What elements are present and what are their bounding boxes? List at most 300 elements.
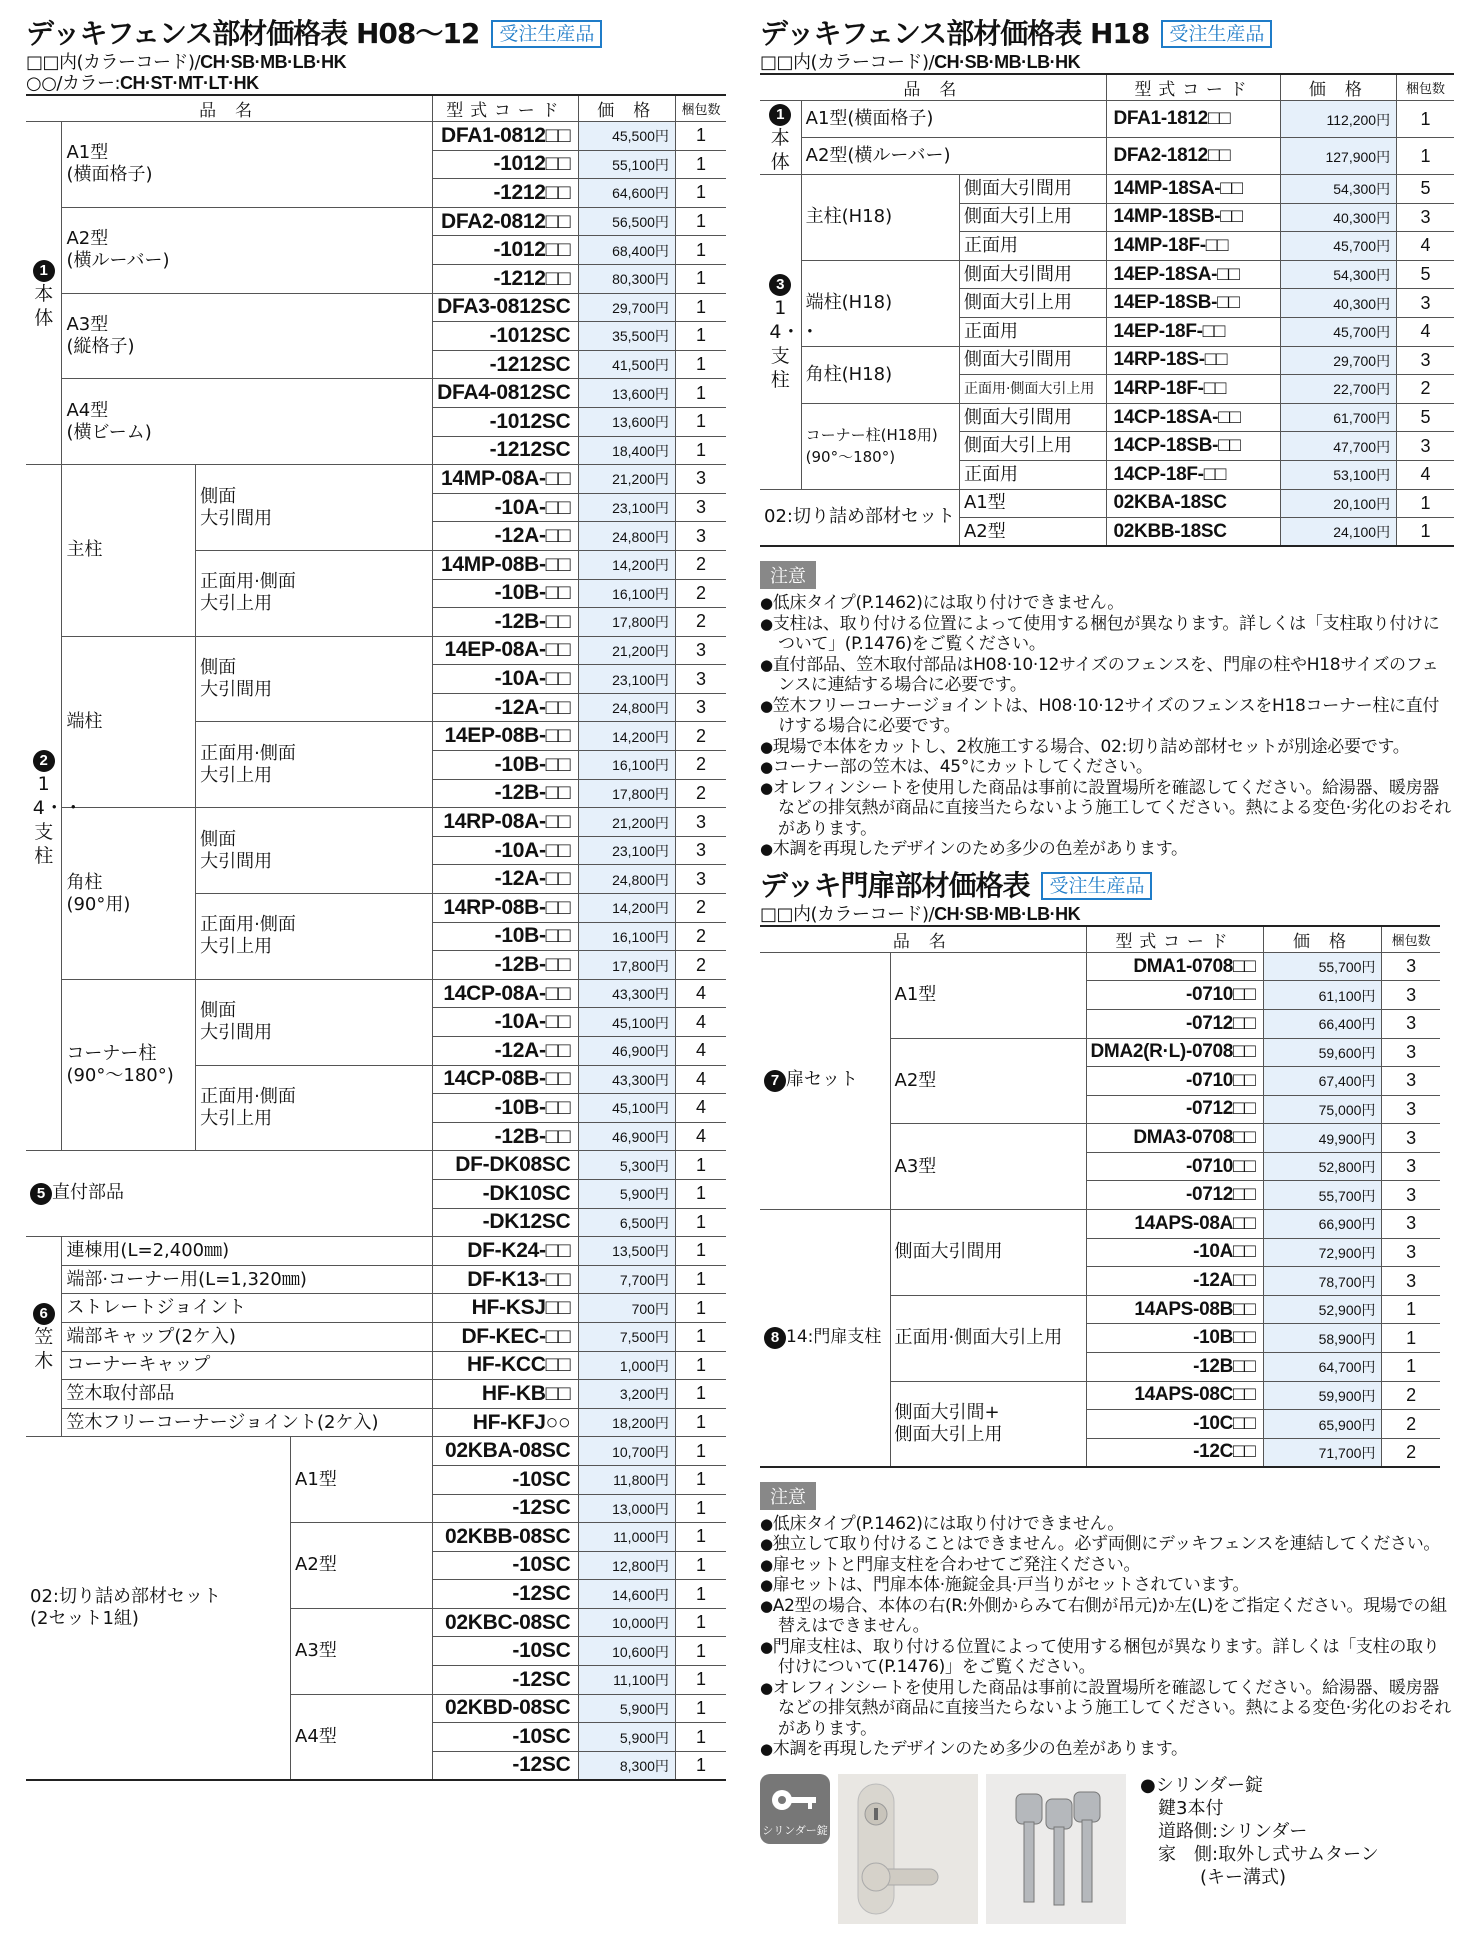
price: 78,700円 xyxy=(1264,1267,1382,1296)
item-name: 正面用·側面 大引上用 xyxy=(196,894,433,980)
price: 55,700円 xyxy=(1264,952,1382,981)
model-code xyxy=(433,1666,579,1695)
price: 71,700円 xyxy=(1264,1438,1382,1467)
price-value: 14,200 xyxy=(612,557,655,574)
price-value: 45,700 xyxy=(1333,238,1377,255)
model-code xyxy=(433,322,579,351)
note-item: ● 木調を再現したデザインのため多少の色差があります。 xyxy=(760,1739,1454,1760)
package-qty-value: 3 xyxy=(1406,984,1417,1005)
price-value: 68,400 xyxy=(612,242,655,259)
package-qty-value: 4 xyxy=(1420,464,1431,485)
model-code-text: 02KBC-08SC xyxy=(445,1610,571,1634)
table-header xyxy=(760,74,1454,101)
model-code xyxy=(433,150,579,179)
model-code-text: -10B-□□ xyxy=(494,1095,571,1119)
model-code-text: -0712□□ xyxy=(1185,1012,1256,1034)
package-qty-value: 1 xyxy=(695,1669,706,1690)
price: 23,100円 xyxy=(579,836,675,865)
price-value: 55,100 xyxy=(612,156,655,173)
model-code xyxy=(433,1265,579,1294)
package-qty-value: 2 xyxy=(1406,1413,1417,1434)
table-row xyxy=(26,293,726,322)
price-value: 112,200 xyxy=(1326,111,1377,128)
section-label: 7 扉セット xyxy=(760,952,890,1209)
package-qty-value: 1 xyxy=(695,1640,706,1661)
package-qty xyxy=(675,1523,726,1552)
package-qty xyxy=(675,1237,726,1266)
package-qty xyxy=(675,1723,726,1752)
model-code xyxy=(433,865,579,894)
model-code-text: DF-DK08SC xyxy=(455,1153,571,1177)
package-qty-value: 5 xyxy=(1420,178,1431,199)
model-code xyxy=(433,1179,579,1208)
package-qty xyxy=(1382,1009,1440,1038)
item-name: 側面大引間用 xyxy=(890,1210,1086,1296)
package-qty xyxy=(675,665,726,694)
item-sub-name-text: 正面用·側面大引上用 xyxy=(963,380,1095,397)
item-sub-name xyxy=(959,432,1107,461)
price-value: 59,900 xyxy=(1318,1387,1362,1404)
section-label: 5 直付部品 xyxy=(26,1151,433,1237)
package-qty xyxy=(1382,1181,1440,1210)
table-row xyxy=(760,101,1454,138)
package-qty-value: 1 xyxy=(1420,108,1431,129)
color-note-1: □□内(カラーコード)/CH·SB·MB·LB·HK xyxy=(26,52,347,73)
package-qty xyxy=(675,1551,726,1580)
model-code xyxy=(433,350,579,379)
price: 72,900円 xyxy=(1264,1238,1382,1267)
price: 17,800円 xyxy=(579,779,675,808)
model-code xyxy=(433,1151,579,1180)
model-code xyxy=(433,894,579,923)
model-code xyxy=(433,808,579,837)
price-value: 13,000 xyxy=(612,1500,655,1517)
package-qty xyxy=(675,979,726,1008)
model-code-text: DF-K13-□□ xyxy=(467,1267,571,1291)
package-qty xyxy=(1382,1381,1440,1410)
price-value: 13,600 xyxy=(612,414,655,431)
note-item: ● 門扉支柱は、取り付ける位置によって使用する梱包が異なります。詳しくは「支柱の取り付けについて(P.1476)」をご覧ください。 xyxy=(760,1637,1454,1678)
item-sub-name xyxy=(959,375,1107,404)
section-number-badge: 5 xyxy=(30,1183,52,1205)
price-value: 10,000 xyxy=(612,1615,655,1632)
table-row xyxy=(26,1294,726,1323)
price: 17,800円 xyxy=(579,608,675,637)
model-code-text: -12SC xyxy=(512,1667,571,1691)
model-code xyxy=(433,1723,579,1752)
price: 45,700円 xyxy=(1281,232,1397,261)
item-sub-name xyxy=(959,518,1107,547)
section-label: 2 14・・支柱 xyxy=(26,465,62,1151)
price: 5,300円 xyxy=(579,1151,675,1180)
table-row xyxy=(760,260,1454,289)
price: 61,100円 xyxy=(1264,981,1382,1010)
model-code-text: -12SC xyxy=(512,1753,571,1777)
section-number-badge: 1 xyxy=(33,260,55,282)
section-number-badge: 3 xyxy=(769,274,791,296)
model-code-text: -10SC xyxy=(512,1467,571,1491)
header-name: 品 名 xyxy=(26,95,433,122)
price-value: 80,300 xyxy=(612,271,655,288)
model-code-text: -12B-□□ xyxy=(494,1124,571,1148)
model-code xyxy=(433,1380,579,1409)
model-code-text: -10SC xyxy=(512,1553,571,1577)
model-code-text: DFA4-0812SC xyxy=(437,381,571,405)
model-code-text: DF-K24-□□ xyxy=(467,1238,571,1262)
price-value: 55,700 xyxy=(1318,959,1362,976)
price: 14,200円 xyxy=(579,722,675,751)
table-row xyxy=(26,979,726,1008)
gate-color-note: □□内(カラーコード)/CH·SB·MB·LB·HK xyxy=(760,903,1081,925)
package-qty-value: 3 xyxy=(695,840,706,861)
package-qty-value: 1 xyxy=(695,153,706,174)
package-qty xyxy=(675,951,726,980)
package-qty-value: 1 xyxy=(695,439,706,460)
price-value: 64,600 xyxy=(612,185,655,202)
package-qty-value: 1 xyxy=(695,1554,706,1575)
item-name: A3型 xyxy=(890,1124,1086,1210)
model-code xyxy=(1086,1124,1264,1153)
model-code-text: -12A-□□ xyxy=(494,867,571,891)
model-code xyxy=(433,579,579,608)
price: 127,900円 xyxy=(1281,138,1397,175)
package-qty xyxy=(1397,403,1454,432)
package-qty xyxy=(675,808,726,837)
model-code-text: DMA3-0708□□ xyxy=(1133,1127,1256,1149)
model-code xyxy=(1086,1238,1264,1267)
item-name: A4型 (横ビーム) xyxy=(62,379,433,465)
package-qty xyxy=(675,436,726,465)
item-name xyxy=(62,1380,433,1409)
table-row xyxy=(760,489,1454,518)
item-name: A4型 xyxy=(291,1694,433,1780)
model-code-text: 14APS-08B□□ xyxy=(1134,1298,1256,1320)
model-code xyxy=(433,1408,579,1437)
model-code xyxy=(433,636,579,665)
section-label: 3 14・・支柱 xyxy=(760,175,801,490)
item-sub-name-text: 正面用 xyxy=(963,234,1018,256)
header-qty: 梱包数 xyxy=(1382,926,1440,953)
price-value: 43,300 xyxy=(612,986,655,1003)
package-qty xyxy=(675,1294,726,1323)
made-to-order-badge: 受注生産品 xyxy=(1041,872,1152,900)
model-code xyxy=(433,1637,579,1666)
model-code xyxy=(433,665,579,694)
model-code-text: -DK10SC xyxy=(482,1181,571,1205)
model-code xyxy=(1107,460,1281,489)
item-name xyxy=(62,1408,433,1437)
price: 16,100円 xyxy=(579,751,675,780)
model-code-text: 02KBA-08SC xyxy=(445,1439,571,1463)
package-qty xyxy=(675,1637,726,1666)
package-qty-value: 1 xyxy=(695,1383,706,1404)
model-code xyxy=(433,1465,579,1494)
table-row xyxy=(26,1322,726,1351)
price-value: 35,500 xyxy=(612,328,655,345)
package-qty xyxy=(1397,101,1454,138)
item-name-text: 笠木フリーコーナージョイント(2ケ入) xyxy=(66,1411,379,1433)
price-value: 58,900 xyxy=(1318,1330,1362,1347)
item-sub-name-text: 正面用 xyxy=(963,463,1018,485)
model-code xyxy=(433,979,579,1008)
model-code-text: -1012□□ xyxy=(493,152,571,176)
model-code xyxy=(1107,375,1281,404)
package-qty-value: 1 xyxy=(695,1326,706,1347)
model-code-text: -10A-□□ xyxy=(494,495,571,519)
package-qty-value: 1 xyxy=(695,1183,706,1204)
price: 13,000円 xyxy=(579,1494,675,1523)
package-qty-value: 2 xyxy=(695,611,706,632)
model-code xyxy=(433,608,579,637)
package-qty-value: 1 xyxy=(695,325,706,346)
price: 46,900円 xyxy=(579,1037,675,1066)
price-value: 11,100 xyxy=(613,1672,655,1689)
model-code xyxy=(433,1694,579,1723)
header-price: 価 格 xyxy=(1264,926,1382,953)
model-code-text: HF-KB□□ xyxy=(481,1381,571,1405)
note-item: ● 扉セットは、門扉本体·施錠金具·戸当りがセットされています。 xyxy=(760,1575,1454,1596)
model-code-text: -12A-□□ xyxy=(494,1038,571,1062)
model-code-text: 14MP-18F-□□ xyxy=(1113,234,1229,256)
note-item: ● オレフィンシートを使用した商品は事前に設置場所を確認してください。給湯器、暖房器などの排気熱が商品に直接当たらないよう施工してください。熱による変色·劣化のおそれがあります。 xyxy=(760,778,1454,840)
package-qty xyxy=(675,379,726,408)
package-qty-value: 3 xyxy=(1406,1213,1417,1234)
model-code xyxy=(1086,1295,1264,1324)
item-name: A1型 xyxy=(890,952,1086,1038)
price: 40,300円 xyxy=(1281,289,1397,318)
section-label: 1 本体 xyxy=(26,122,62,465)
model-code xyxy=(1107,346,1281,375)
package-qty xyxy=(675,1380,726,1409)
made-to-order-badge: 受注生産品 xyxy=(1161,20,1272,48)
price-value: 55,700 xyxy=(1318,1187,1362,1204)
package-qty xyxy=(675,522,726,551)
package-qty xyxy=(675,1580,726,1609)
item-name: 主柱 xyxy=(62,465,196,637)
package-qty-value: 1 xyxy=(1420,492,1431,513)
model-code-text: -0710□□ xyxy=(1185,1155,1256,1177)
item-sub-name-text: 側面大引間用 xyxy=(963,177,1072,199)
note-heading: 注意 xyxy=(760,561,816,589)
package-qty-value: 5 xyxy=(1420,264,1431,285)
package-qty-value: 2 xyxy=(1406,1384,1417,1405)
package-qty xyxy=(675,751,726,780)
price-value: 47,700 xyxy=(1333,438,1377,455)
price-value: 75,000 xyxy=(1318,1101,1362,1118)
model-code-text: 14CP-08B-□□ xyxy=(443,1067,571,1091)
price-value: 52,800 xyxy=(1318,1159,1362,1176)
model-code-text: -12SC xyxy=(512,1582,571,1606)
item-name: A2型 xyxy=(890,1038,1086,1124)
package-qty xyxy=(1382,1124,1440,1153)
price: 11,100円 xyxy=(579,1666,675,1695)
package-qty xyxy=(1382,981,1440,1010)
item-name: 正面用·側面 大引上用 xyxy=(196,722,433,808)
model-code-text: 14EP-18SA-□□ xyxy=(1113,263,1240,285)
package-qty-value: 3 xyxy=(695,811,706,832)
item-name: 側面 大引間用 xyxy=(196,465,433,551)
price-value: 23,100 xyxy=(612,500,655,517)
price-value: 12,800 xyxy=(612,1557,655,1574)
package-qty-value: 1 xyxy=(695,1469,706,1490)
model-code-text: 14RP-08A-□□ xyxy=(443,810,571,834)
header-name: 品 名 xyxy=(760,74,1107,101)
price: 17,800円 xyxy=(579,951,675,980)
price-value: 64,700 xyxy=(1318,1359,1362,1376)
model-code xyxy=(433,1751,579,1780)
model-code xyxy=(433,693,579,722)
model-code xyxy=(1107,175,1281,204)
model-code xyxy=(433,1122,579,1151)
price: 40,300円 xyxy=(1281,203,1397,232)
price-value: 8,300 xyxy=(619,1757,655,1774)
price: 13,500円 xyxy=(579,1237,675,1266)
item-name: コーナー柱 (90°～180°) xyxy=(62,979,196,1151)
item-name: 正面用·側面 大引上用 xyxy=(196,550,433,636)
price-value: 52,900 xyxy=(1318,1302,1362,1319)
package-qty-value: 1 xyxy=(695,1440,706,1461)
package-qty-value: 3 xyxy=(695,525,706,546)
item-sub-name xyxy=(959,203,1107,232)
model-code-text: -10SC xyxy=(512,1725,571,1749)
item-sub-name xyxy=(959,232,1107,261)
price: 7,700円 xyxy=(579,1265,675,1294)
price-value: 21,200 xyxy=(612,814,655,831)
package-qty xyxy=(1397,175,1454,204)
price: 68,400円 xyxy=(579,236,675,265)
price-value: 7,500 xyxy=(619,1329,655,1346)
package-qty xyxy=(675,179,726,208)
model-code xyxy=(1107,203,1281,232)
price-value: 59,600 xyxy=(1318,1044,1362,1061)
model-code xyxy=(433,465,579,494)
item-sub-name xyxy=(959,317,1107,346)
package-qty-value: 4 xyxy=(695,1040,706,1061)
price: 45,100円 xyxy=(579,1008,675,1037)
right-title: デッキフェンス部材価格表 H18 受注生産品 xyxy=(760,0,1454,52)
price-value: 5,900 xyxy=(619,1186,655,1203)
price-value: 53,100 xyxy=(1333,467,1377,484)
package-qty xyxy=(675,722,726,751)
package-qty-value: 4 xyxy=(1420,321,1431,342)
package-qty xyxy=(1382,1067,1440,1096)
section-number-badge: 6 xyxy=(33,1303,55,1325)
item-sub-name-text: 側面大引上用 xyxy=(963,435,1072,457)
price: 21,200円 xyxy=(579,465,675,494)
package-qty xyxy=(675,1666,726,1695)
model-code-text: -12C□□ xyxy=(1193,1441,1256,1463)
note-item: ● 笠木フリーコーナージョイントは、H08·10·12サイズのフェンスをH18コーナー柱に直付けする場合に必要です。 xyxy=(760,696,1454,737)
price-value: 45,500 xyxy=(612,128,655,145)
price-value: 45,700 xyxy=(1333,324,1377,341)
item-name xyxy=(62,1265,433,1294)
package-qty xyxy=(675,1208,726,1237)
note-item: ● 支柱は、取り付ける位置によって使用する梱包が異なります。詳しくは「支柱取り付けについて」(P.1476)をご覧ください。 xyxy=(760,614,1454,655)
model-code xyxy=(433,407,579,436)
package-qty-value: 3 xyxy=(1406,956,1417,977)
item-name: コーナー柱(H18用) (90°～180°) xyxy=(801,403,959,489)
price: 29,700円 xyxy=(579,293,675,322)
model-code xyxy=(1086,1324,1264,1353)
item-sub-name-text: 側面大引間用 xyxy=(963,406,1072,428)
package-qty xyxy=(675,608,726,637)
model-code-text: -12SC xyxy=(512,1496,571,1520)
price-value: 13,500 xyxy=(612,1243,655,1260)
model-code xyxy=(1107,317,1281,346)
price-value: 40,300 xyxy=(1333,295,1377,312)
package-qty-value: 2 xyxy=(695,782,706,803)
package-qty-value: 3 xyxy=(695,468,706,489)
price: 23,100円 xyxy=(579,493,675,522)
table-row xyxy=(760,175,1454,204)
package-qty xyxy=(675,636,726,665)
price: 67,400円 xyxy=(1264,1067,1382,1096)
package-qty xyxy=(675,465,726,494)
item-sub-name xyxy=(959,289,1107,318)
model-code xyxy=(433,1351,579,1380)
model-code-text: 14CP-18SB-□□ xyxy=(1113,435,1241,457)
package-qty xyxy=(1382,952,1440,981)
color-note-2: ○○/カラー:CH·ST·MT·LT·HK xyxy=(26,73,259,94)
price: 13,600円 xyxy=(579,379,675,408)
package-qty xyxy=(675,579,726,608)
left-title: デッキフェンス部材価格表 H08～12 受注生産品 xyxy=(26,0,726,52)
package-qty-value: 1 xyxy=(695,268,706,289)
package-qty-value: 3 xyxy=(1406,1070,1417,1091)
price-value: 6,500 xyxy=(619,1214,655,1231)
model-code xyxy=(1086,952,1264,981)
package-qty-value: 1 xyxy=(695,1154,706,1175)
model-code-text: 14EP-18SB-□□ xyxy=(1113,292,1240,314)
keys-photo xyxy=(986,1774,1126,1924)
price: 10,000円 xyxy=(579,1608,675,1637)
model-code xyxy=(433,122,579,151)
price: 59,900円 xyxy=(1264,1381,1382,1410)
price-value: 17,800 xyxy=(612,957,655,974)
model-code xyxy=(433,236,579,265)
price-value: 54,300 xyxy=(1333,267,1377,284)
price: 66,900円 xyxy=(1264,1210,1382,1239)
table-row xyxy=(760,1210,1440,1239)
package-qty xyxy=(675,1351,726,1380)
package-qty-value: 4 xyxy=(695,1126,706,1147)
model-code xyxy=(433,293,579,322)
table-row xyxy=(26,122,726,151)
table-row xyxy=(26,1265,726,1294)
model-code xyxy=(1086,1410,1264,1439)
model-code xyxy=(433,264,579,293)
model-code xyxy=(1086,1095,1264,1124)
package-qty-value: 3 xyxy=(695,668,706,689)
model-code-text: 14EP-08A-□□ xyxy=(444,638,571,662)
price-value: 66,900 xyxy=(1318,1216,1362,1233)
item-name-text: 端部·コーナー用(L=1,320㎜) xyxy=(66,1268,307,1290)
model-code-text: DFA1-0812□□ xyxy=(440,123,571,147)
package-qty-value: 2 xyxy=(695,725,706,746)
package-qty xyxy=(675,1179,726,1208)
section-number-badge: 2 xyxy=(33,750,55,772)
table-row xyxy=(26,1408,726,1437)
item-sub-name xyxy=(959,403,1107,432)
item-name-text: 笠木取付部品 xyxy=(66,1382,175,1404)
item-name: 角柱 (90°用) xyxy=(62,808,196,980)
price-value: 1,000 xyxy=(619,1357,655,1374)
model-code-text: DFA3-0812SC xyxy=(437,295,571,319)
price: 43,300円 xyxy=(579,1065,675,1094)
package-qty-value: 1 xyxy=(695,211,706,232)
price: 14,200円 xyxy=(579,550,675,579)
model-code xyxy=(1086,1353,1264,1382)
